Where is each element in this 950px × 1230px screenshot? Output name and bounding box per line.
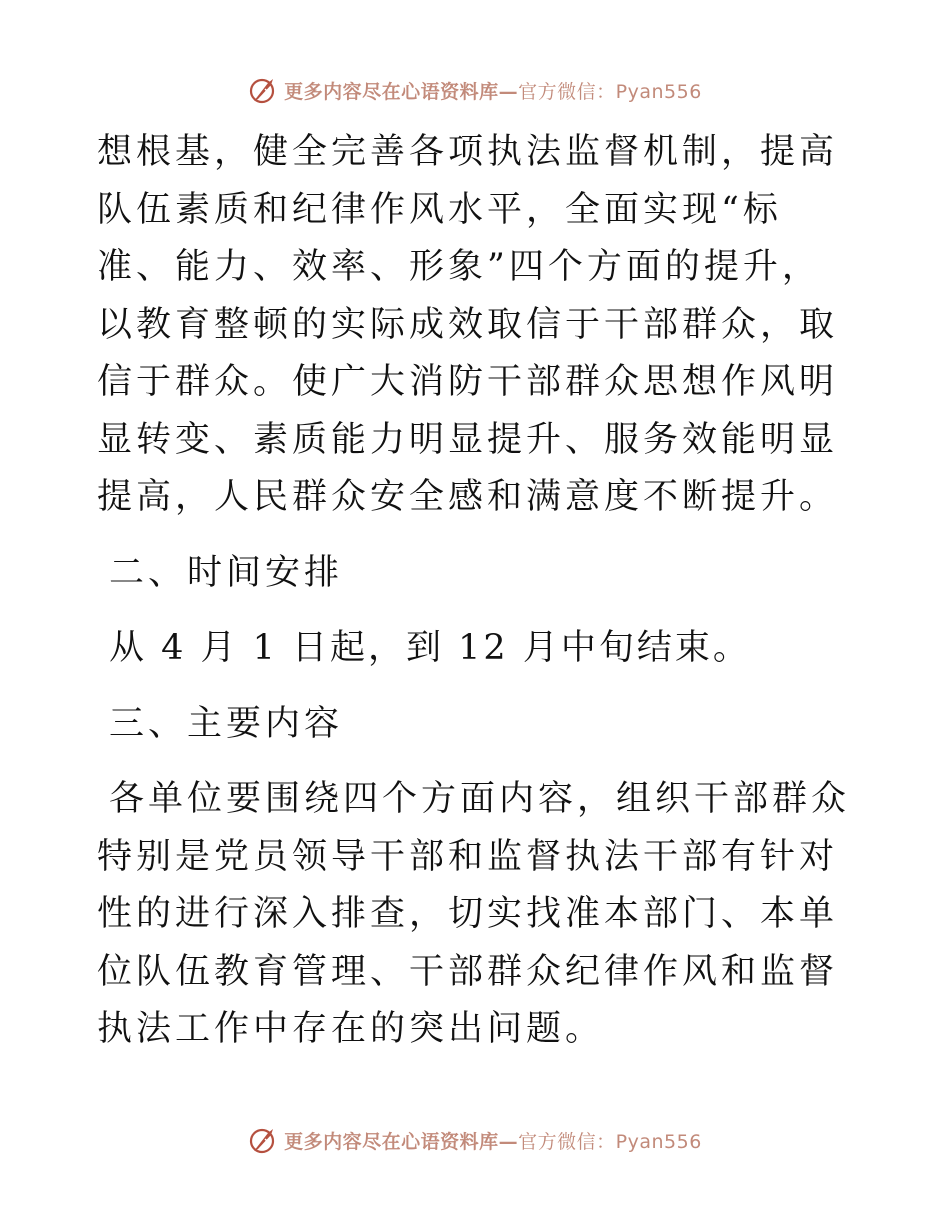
quill-pen-logo-icon (248, 75, 278, 105)
watermark-text (284, 77, 702, 104)
paragraph-goals: 想根基，健全完善各项执法监督机制，提高队伍素质和纪律作风水平，全面实现“标准、能力、效率、形象”四个方面的提升，以教育整顿的实际成效取信于干部群众，取信于群众。使广大消防干部群众思想作风明显转变、素质能力明显提升、服务效能明显提高，人民群众安全感和满意度不断提升。 (97, 132, 839, 517)
section-heading-schedule: 二、时间安排 (109, 552, 344, 593)
header-watermark (0, 70, 950, 110)
watermark-main-text: 更多内容尽在心语资料库— (284, 1130, 519, 1153)
quill-pen-logo-icon (248, 1125, 278, 1155)
watermark-contact-text: 官方微信：Pyan556 (518, 80, 702, 103)
watermark-main-text: 更多内容尽在心语资料库— (284, 80, 519, 103)
section-heading-content: 三、主要内容 (109, 703, 344, 744)
footer-watermark (0, 1120, 950, 1160)
watermark-contact-text: 官方微信：Pyan556 (518, 1130, 702, 1153)
schedule-text: 从 4 月 1 日起，到 12 月中旬结束。 (109, 628, 751, 668)
paragraph-main-content: 各单位要围绕四个方面内容，组织干部群众特别是党员领导干部和监督执法干部有针对性的进行深入排查，切实找准本部门、本单位队伍教育管理、干部群众纪律作风和监督执法工作中存在的突出问题。 (97, 779, 851, 1049)
watermark-text (284, 1127, 702, 1154)
document-body (97, 124, 857, 1059)
